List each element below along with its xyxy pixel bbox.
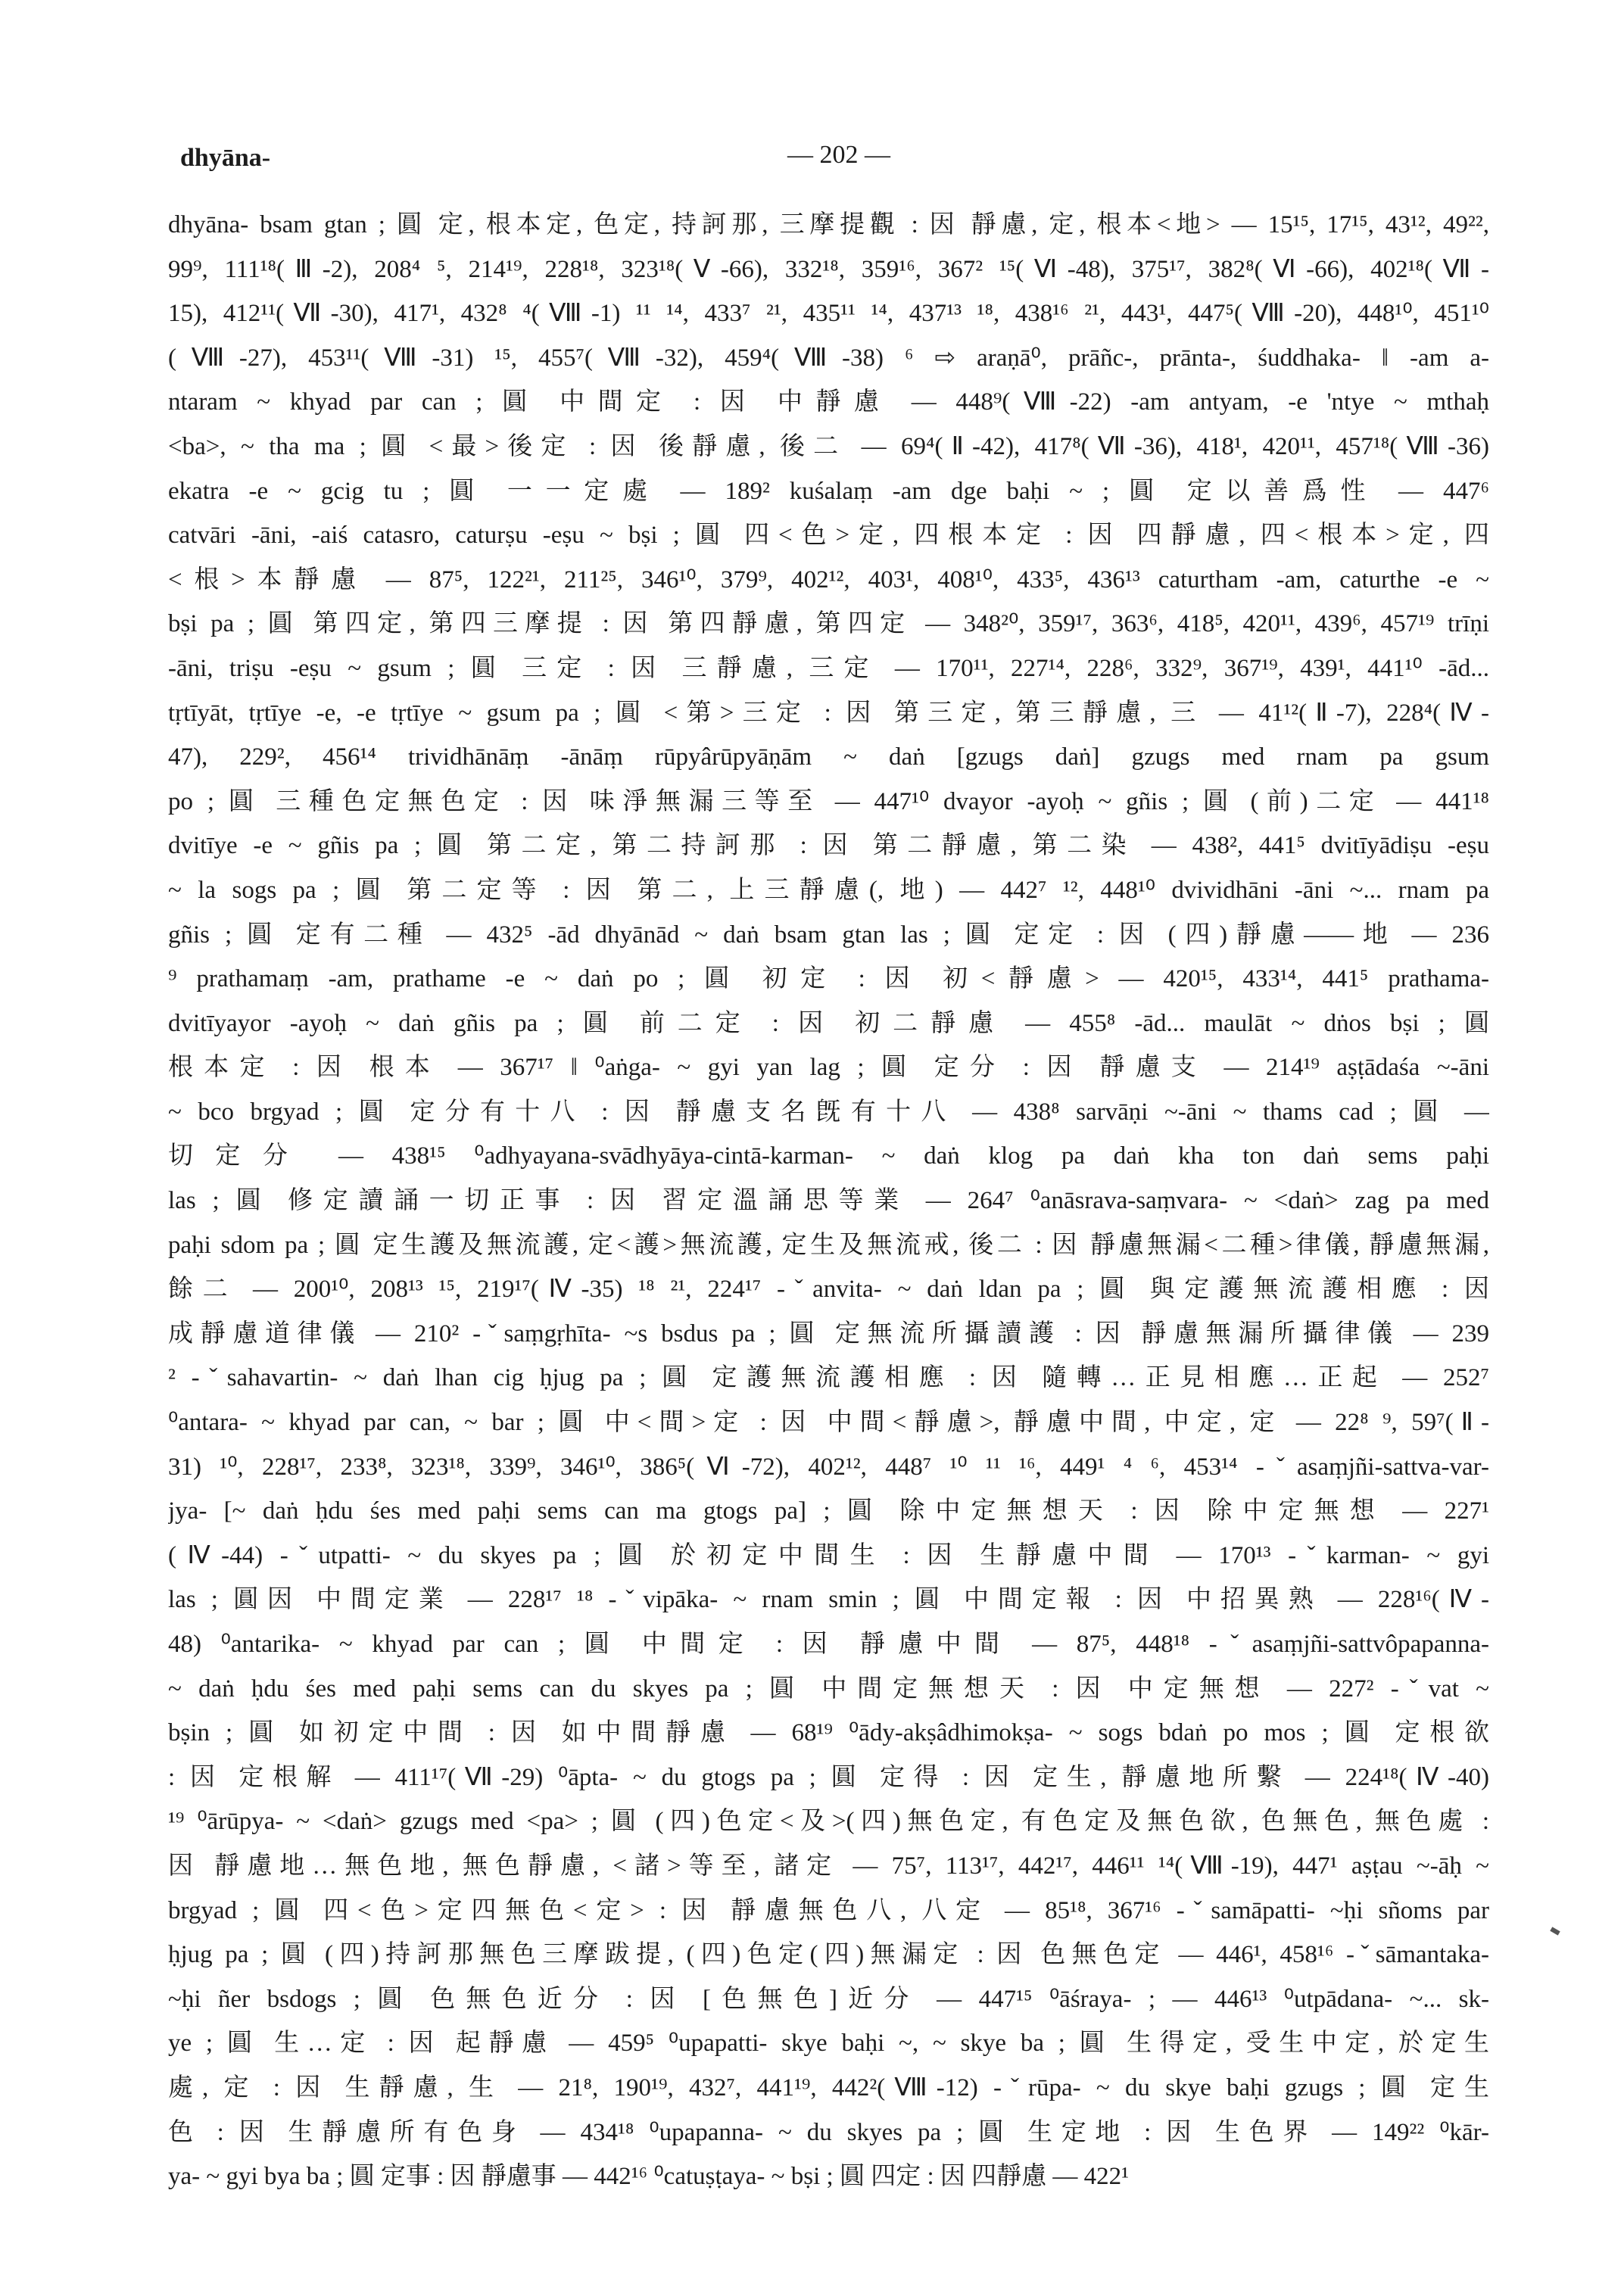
entry-line: dhyāna- bsam gtan ; 圓 定, 根本定, 色定, 持訶那, 三摩提觀 : 因 靜慮, 定, 根本<地> — 15¹⁵, 17¹⁵, 43¹², 49²², xyxy=(168,211,1489,238)
stray-mark xyxy=(1550,1927,1560,1935)
entry-line: 處, 定 : 因 生靜慮, 生 — 21⁸, 190¹⁹, 432⁷, 441¹⁹, 442²(Ⅷ-12) -ˇrūpa- ~ du skye baḥi gzugs ; 圓 定生 xyxy=(168,2073,1489,2101)
entry-line: ekatra -e ~ gcig tu ; 圓 一一定處 — 189² kuśalaṃ -am dge baḥi ~ ; 圓 定以善爲性 — 447⁶ xyxy=(168,477,1489,505)
entry-line: ² -ˇsahavartin- ~ daṅ lhan cig ḥjug pa ; 圓 定護無流護相應 : 因 隨轉…正見相應…正起 — 252⁷ xyxy=(168,1364,1489,1392)
entry-line: 餘二 — 200¹⁰, 208¹³ ¹⁵, 219¹⁷(Ⅳ-35) ¹⁸ ²¹, 224¹⁷ -ˇanvita- ~ daṅ ldan pa ; 圓 與定護無流護相應 : 因 xyxy=(168,1276,1489,1304)
entry-line: paḥi sdom pa ; 圓 定生護及無流護, 定<護>無流護, 定生及無流戒, 後二 : 因 靜慮無漏<二種>律儀, 靜慮無漏, xyxy=(168,1231,1489,1259)
entry-line: 色 : 因 生靜慮所有色身 — 434¹⁸ ⁰upapanna- ~ du skyes pa ; 圓 生定地 : 因 生色界 — 149²² ⁰kār- xyxy=(168,2118,1489,2146)
entry-line: brgyad ; 圓 四<色>定四無色<定> : 因 靜慮無色八, 八定 — 85¹⁸, 367¹⁶ -ˇsamāpatti- ~ḥi sñoms par xyxy=(168,1896,1489,1924)
entry-line: 根本定 : 因 根本 — 367¹⁷ ‖ ⁰aṅga- ~ gyi yan lag ; 圓 定分 : 因 靜慮支 — 214¹⁹ aṣṭādaśa ~-āni xyxy=(168,1054,1489,1082)
entry-line: ~ daṅ ḥdu śes med paḥi sems can du skyes pa ; 圓 中間定無想天 : 因 中定無想 — 227² -ˇvat ~ xyxy=(168,1675,1489,1703)
entry-line: 99⁹, 111¹⁸(Ⅲ-2), 208⁴ ⁵, 214¹⁹, 228¹⁸, 323¹⁸(Ⅴ-66), 332¹⁸, 359¹⁶, 367² ¹⁵(Ⅵ-48), 375¹⁷, 382⁸(Ⅵ-66), 402¹⁸(Ⅶ- xyxy=(168,255,1489,283)
entry-line: (Ⅳ-44) -ˇutpatti- ~ du skyes pa ; 圓 於初定中間生 : 因 生靜慮中間 — 170¹³ -ˇkarman- ~ gyi xyxy=(168,1541,1489,1569)
entry-line: dvitīye -e ~ gñis pa ; 圓 第二定, 第二持訶那 : 因 第二靜慮, 第二染 — 438², 441⁵ dvitīyādiṣu -eṣu xyxy=(168,832,1489,860)
entry-line: 因 靜慮地…無色地, 無色靜慮, <諸>等至, 諸定 — 75⁷, 113¹⁷, 442¹⁷, 446¹¹ ¹⁴(Ⅷ-19), 447¹ aṣṭau ~-āḥ ~ xyxy=(168,1852,1489,1880)
entry-line: 切定分 — 438¹⁵ ⁰adhyayana-svādhyāya-cintā-karman- ~ daṅ klog pa daṅ kha ton daṅ sems paḥi xyxy=(168,1142,1489,1170)
entry-line: : 因 定根解 — 411¹⁷(Ⅶ-29) ⁰āpta- ~ du gtogs pa ; 圓 定得 : 因 定生, 靜慮地所繫 — 224¹⁸(Ⅳ-40) xyxy=(168,1763,1489,1791)
entry-line: ~ḥi ñer bsdogs ; 圓 色無色近分 : 因 [色無色]近分 — 447¹⁵ ⁰āśraya- ; — 446¹³ ⁰utpādana- ~... sk- xyxy=(168,1985,1489,2013)
entry-line: ~ bco brgyad ; 圓 定分有十八 : 因 靜慮支名旣有十八 — 438⁸ sarvāṇi ~-āni ~ thams cad ; 圓 — xyxy=(168,1098,1489,1126)
entry-line: <根>本靜慮 — 87⁵, 122²¹, 211²⁵, 346¹⁰, 379⁹, 402¹², 403¹, 408¹⁰, 433⁵, 436¹³ caturtham -am, caturthe -e ~ xyxy=(168,565,1489,594)
entry-line: dvitīyayor -ayoḥ ~ daṅ gñis pa ; 圓 前二定 : 因 初二靜慮 — 455⁸ -ād... maulāt ~ dṅos bṣi ; 圓 xyxy=(168,1009,1489,1037)
entry-line: ⁰antara- ~ khyad par can, ~ bar ; 圓 中<間>定 : 因 中間<靜慮>, 靜慮中間, 中定, 定 — 22⁸ ⁹, 59⁷(Ⅱ- xyxy=(168,1409,1489,1437)
entry-line: las ; 圓 修定讀誦一切正事 : 因 習定溫誦思等業 — 264⁷ ⁰anāsrava-saṃvara- ~ <daṅ> zag pa med xyxy=(168,1187,1489,1215)
entry-line: (Ⅷ-27), 453¹¹(Ⅷ-31) ¹⁵, 455⁷(Ⅷ-32), 459⁴(Ⅷ-38) ⁶ ⇨ araṇā⁰, prāñc-, prānta-, śuddhaka- ‖ -am a- xyxy=(168,344,1489,372)
entry-line: 47), 229², 456¹⁴ trividhānāṃ -ānāṃ rūpyârūpyāṇām ~ daṅ [gzugs daṅ] gzugs med rnam pa gsum xyxy=(168,743,1489,771)
entry-line: -āni, triṣu -eṣu ~ gsum ; 圓 三定 : 因 三靜慮, 三定 — 170¹¹, 227¹⁴, 228⁶, 332⁹, 367¹⁹, 439¹, 441¹⁰ -ād... xyxy=(168,654,1489,682)
entry-line: ntaram ~ khyad par can ; 圓 中間定 : 因 中靜慮 — 448⁹(Ⅷ-22) -am antyam, -e 'ntye ~ mthaḥ xyxy=(168,388,1489,416)
page-number: — 202 — xyxy=(787,141,890,169)
entry-line: 48) ⁰antarika- ~ khyad par can ; 圓 中間定 : 因 靜慮中間 — 87⁵, 448¹⁸ -ˇasaṃjñi-sattvôpapanna- xyxy=(168,1631,1489,1658)
running-head: dhyāna- xyxy=(180,144,271,172)
entry-line: ⁹ prathamaṃ -am, prathame -e ~ daṅ po ; 圓 初定 : 因 初<靜慮> — 420¹⁵, 433¹⁴, 441⁵ prathama- xyxy=(168,965,1489,993)
entry-line: 31) ¹⁰, 228¹⁷, 233⁸, 323¹⁸, 339⁹, 346¹⁰, 386⁵(Ⅵ-72), 402¹², 448⁷ ¹⁰ ¹¹ ¹⁶, 449¹ ⁴ ⁶, 453¹⁴ -ˇasaṃjñi-sattva-var- xyxy=(168,1453,1489,1481)
entry-line: ḥjug pa ; 圓 (四)持訶那無色三摩跋提, (四)色定(四)無漏定 : 因 色無色定 — 446¹, 458¹⁶ -ˇsāmantaka- xyxy=(168,1941,1489,1969)
entry-line: tṛtīyāt, tṛtīye -e, -e tṛtīye ~ gsum pa ; 圓 <第>三定 : 因 第三定, 第三靜慮, 三 — 41¹²(Ⅱ-7), 228⁴(Ⅳ- xyxy=(168,699,1489,727)
entry-line: ye ; 圓 生…定 : 因 起靜慮 — 459⁵ ⁰upapatti- skye baḥi ~, ~ skye ba ; 圓 生得定, 受生中定, 於定生 xyxy=(168,2030,1489,2058)
entry-line: ¹⁹ ⁰ārūpya- ~ <daṅ> gzugs med <pa> ; 圓 (四)色定<及>(四)無色定, 有色定及無色欲, 色無色, 無色處 : xyxy=(168,1808,1489,1836)
dictionary-entry xyxy=(168,203,1489,2199)
entry-line: <ba>, ~ tha ma ; 圓 <最>後定 : 因 後靜慮, 後二 — 69⁴(Ⅱ-42), 417⁸(Ⅶ-36), 418¹, 420¹¹, 457¹⁸(Ⅷ-36) xyxy=(168,432,1489,460)
entry-line: jya- [~ daṅ ḥdu śes med paḥi sems can ma gtogs pa] ; 圓 除中定無想天 : 因 除中定無想 — 227¹ xyxy=(168,1497,1489,1525)
entry-line: 成靜慮道律儀 — 210² -ˇsaṃgṛhīta- ~s bsdus pa ; 圓 定無流所攝讀護 : 因 靜慮無漏所攝律儀 — 239 xyxy=(168,1319,1489,1347)
entry-line: bṣi pa ; 圓 第四定, 第四三摩提 : 因 第四靜慮, 第四定 — 348²⁰, 359¹⁷, 363⁶, 418⁵, 420¹¹, 439⁶, 457¹⁹ trīṇi xyxy=(168,610,1489,638)
entry-line: 15), 412¹¹(Ⅶ-30), 417¹, 432⁸ ⁴(Ⅷ-1) ¹¹ ¹⁴, 433⁷ ²¹, 435¹¹ ¹⁴, 437¹³ ¹⁸, 438¹⁶ ²¹, 443¹, 447⁵(Ⅷ-20), 448¹⁰, 451¹⁰ xyxy=(168,300,1489,328)
entry-line: ya- ~ gyi bya ba ; 圓 定事 : 因 靜慮事 — 442¹⁶ ⁰catuṣṭaya- ~ bṣi ; 圓 四定 : 因 四靜慮 — 422¹ xyxy=(168,2163,1130,2191)
entry-line: gñis ; 圓 定有二種 — 432⁵ -ād dhyānād ~ daṅ bsam gtan las ; 圓 定定 : 因 (四)靜慮——地 — 236 xyxy=(168,921,1489,949)
entry-line: ~ la sogs pa ; 圓 第二定等 : 因 第二, 上三靜慮(, 地) — 442⁷ ¹², 448¹⁰ dvividhāni -āni ~... rnam pa xyxy=(168,876,1489,904)
entry-line: po ; 圓 三種色定無色定 : 因 味淨無漏三等至 — 447¹⁰ dvayor -ayoḥ ~ gñis ; 圓 (前)二定 — 441¹⁸ xyxy=(168,787,1489,815)
entry-line: las ; 圓因 中間定業 — 228¹⁷ ¹⁸ -ˇvipāka- ~ rnam smin ; 圓 中間定報 : 因 中招異熟 — 228¹⁶(Ⅳ- xyxy=(168,1586,1489,1614)
entry-line: bṣin ; 圓 如初定中間 : 因 如中間靜慮 — 68¹⁹ ⁰ādy-akṣâdhimokṣa- ~ sogs bdaṅ po mos ; 圓 定根欲 xyxy=(168,1719,1489,1747)
entry-line: catvāri -āni, -aiś catasro, caturṣu -eṣu ~ bṣi ; 圓 四<色>定, 四根本定 : 因 四靜慮, 四<根本>定, 四 xyxy=(168,522,1489,550)
